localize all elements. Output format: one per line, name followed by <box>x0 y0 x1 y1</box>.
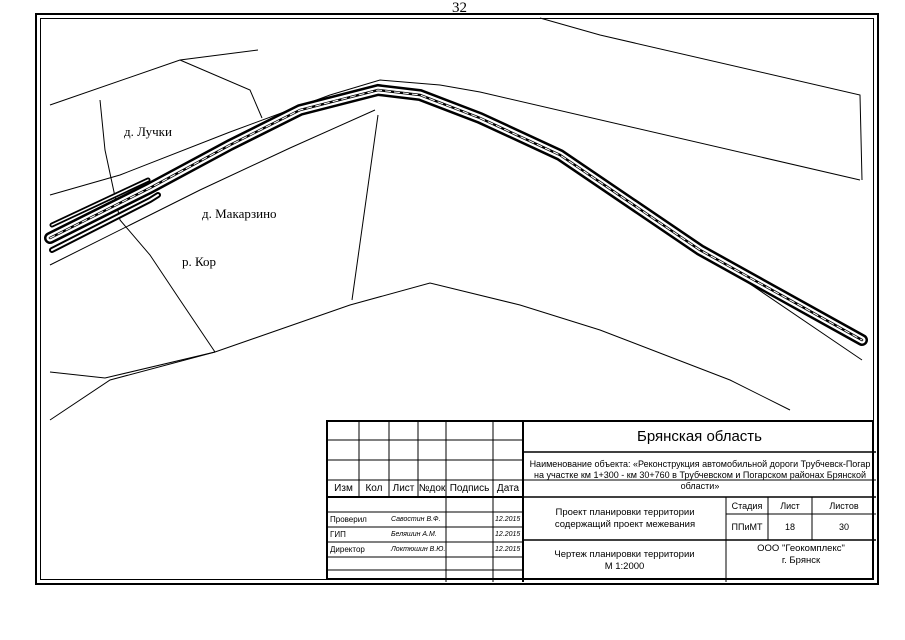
company-name: ООО "Геокомплекс" <box>757 543 845 554</box>
company-city: г. Брянск <box>781 555 821 566</box>
header-ndok: №док <box>418 482 446 494</box>
sheet-label: Лист <box>780 500 800 511</box>
date-director: 12.2015 <box>495 545 521 553</box>
region-title: Брянская область <box>637 428 762 445</box>
date-proveril: 12.2015 <box>495 515 521 523</box>
header-list: Лист <box>392 482 415 494</box>
role-director: Директор <box>330 544 365 554</box>
name-director: Локтюшин В.Ю. <box>391 545 446 553</box>
boundary-right <box>540 18 862 180</box>
header-kol: Кол <box>365 482 383 494</box>
header-data: Дата <box>496 482 520 494</box>
date-gip: 12.2015 <box>495 530 521 538</box>
header-podpis: Подпись <box>449 482 490 494</box>
drawing-title: Чертеж планировки территории <box>554 549 695 560</box>
name-gip: Беляшин А.М. <box>391 530 437 538</box>
sheets-value: 30 <box>838 522 849 532</box>
boundary-vert <box>352 115 378 300</box>
project-name: Проект планировки территории содержащий проект межевания <box>554 507 696 530</box>
stage-value: ППиМТ <box>731 522 763 532</box>
boundary-right-lower <box>440 100 862 360</box>
label-makarzino: д. Макарзино <box>202 206 277 221</box>
header-izm: Изм <box>334 482 353 494</box>
stage-label: Стадия <box>731 500 763 511</box>
role-proveril: Проверил <box>330 514 367 524</box>
sheets-label: Листов <box>829 500 859 511</box>
drawing-info <box>523 540 726 582</box>
name-proveril: Савостин В.Ф. <box>391 515 441 523</box>
role-gip: ГИП <box>330 529 346 539</box>
label-kor: р. Кор <box>182 254 217 269</box>
object-name: Наименование объекта: «Реконструкция автомобильной дороги Трубчевск-Погар на участке км 1+300 - км 30+760 в Трубчевском и Погарском районах Брянской области» <box>529 458 871 491</box>
title-block <box>326 420 874 580</box>
boundary-bottom <box>50 283 790 420</box>
sheet-value: 18 <box>784 522 795 532</box>
page-number: 32 <box>452 0 467 16</box>
boundary-top-left <box>50 50 258 105</box>
company-info <box>726 540 876 570</box>
drawing-scale: М 1:2000 <box>604 561 645 572</box>
boundary-lower-left <box>50 110 375 265</box>
boundary-upper <box>180 60 262 118</box>
label-luchki: д. Лучки <box>124 124 172 139</box>
